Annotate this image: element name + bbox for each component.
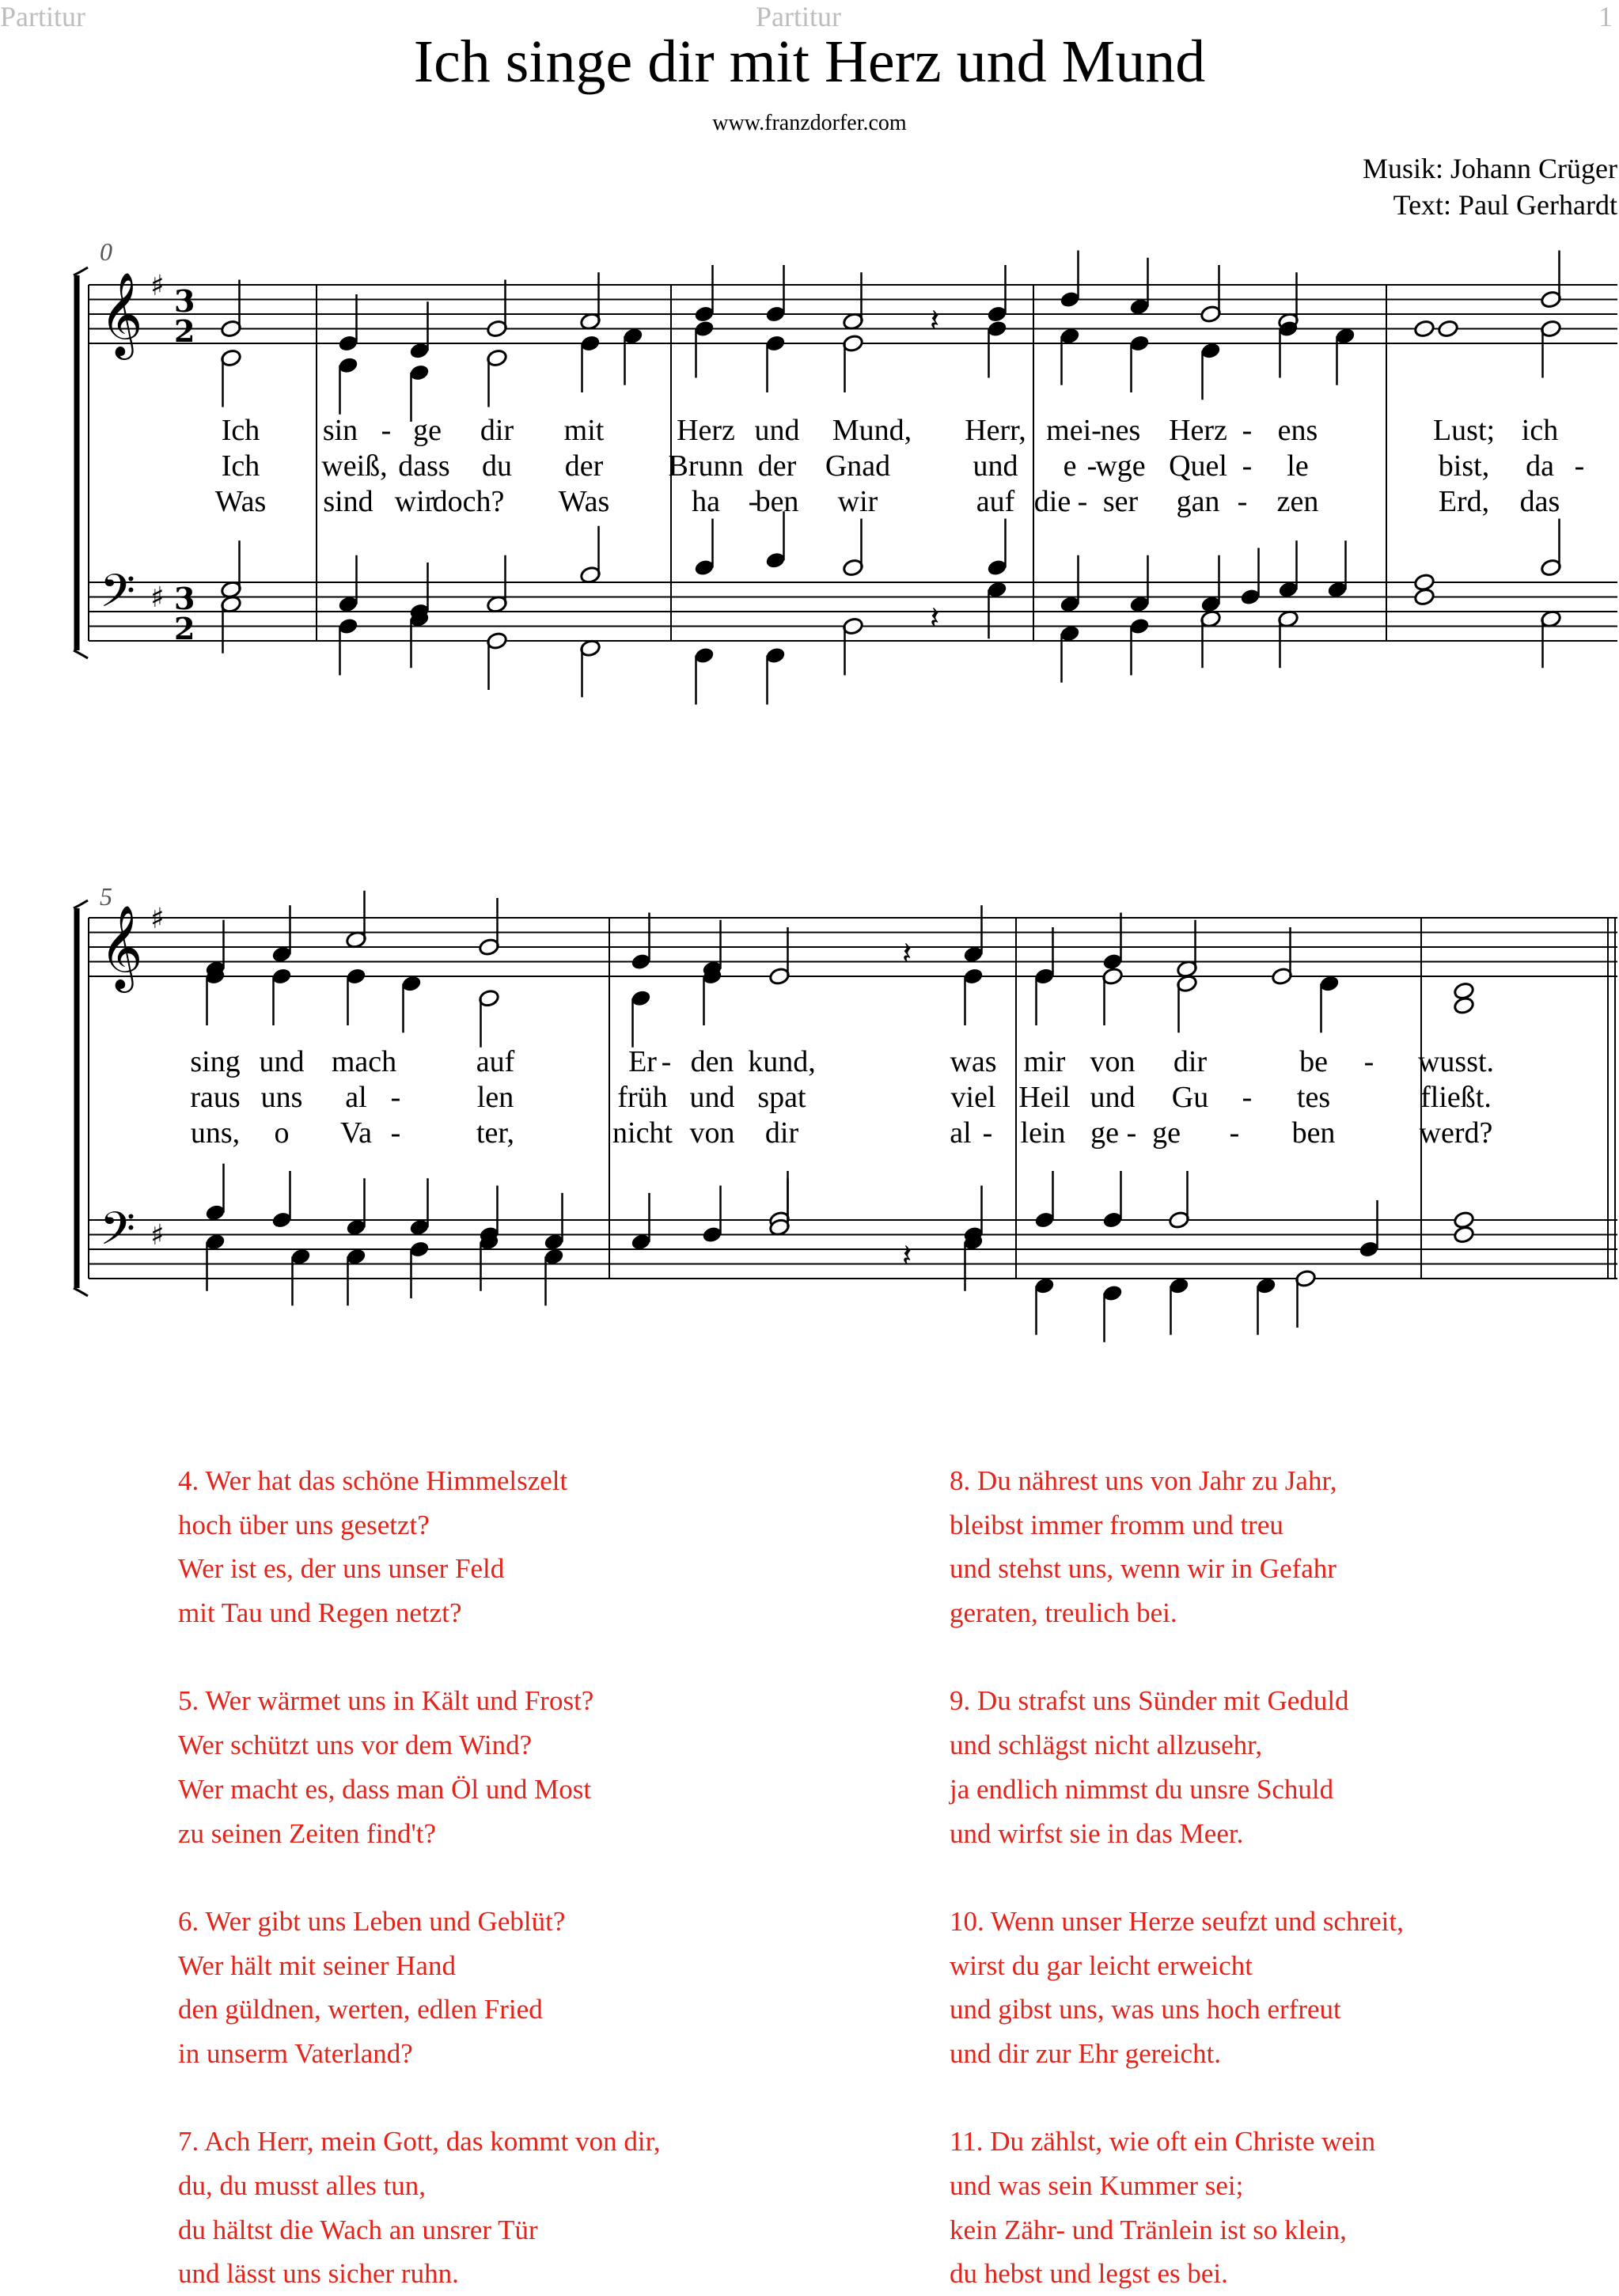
lyric-syllable: Herz (677, 414, 735, 447)
soprano-alto-note (579, 272, 601, 331)
lyric-syllable: ich (1521, 414, 1559, 447)
soprano-alto-note (345, 967, 366, 1025)
time-signature-bottom: 2 (174, 611, 195, 646)
verse-line: kein Zähr- und Tränlein ist so klein, (950, 2214, 1347, 2245)
tenor-bass-note (1277, 609, 1299, 668)
verse-line: 10. Wenn unser Herze seufzt und schreit, (950, 1905, 1404, 1937)
lyric-syllable: von (689, 1116, 735, 1150)
tenor-bass-note (701, 1186, 722, 1245)
tenor-bass-note (1168, 1171, 1189, 1229)
stanza-spacer (950, 1635, 1404, 1680)
lyric-syllable: - (1086, 449, 1098, 483)
lyric-syllable: das (1519, 485, 1560, 518)
tenor-bass-note (1453, 1226, 1474, 1245)
tenor-bass-note (1101, 1284, 1123, 1343)
soprano-alto-note (1101, 967, 1123, 1025)
lyric-syllable: kund, (748, 1045, 816, 1078)
lyric-syllable: nes (1100, 414, 1141, 447)
lyric-syllable: Lust; (1432, 414, 1496, 447)
lyric-syllable: weiß, (321, 449, 388, 483)
soprano-alto-note (478, 989, 499, 1048)
quarter-rest: 𝄽 (902, 1237, 912, 1275)
lyric-syllable: sind (323, 485, 373, 518)
tenor-bass-note (1128, 617, 1150, 676)
tenor-bass-note (962, 1233, 984, 1291)
lyric-syllable: und (1090, 1081, 1136, 1114)
soprano-alto-note (1437, 320, 1458, 339)
measure-number-system1: 0 (100, 237, 112, 266)
verse-line: und wirfst sie in das Meer. (950, 1817, 1244, 1849)
tenor-bass-note (204, 1233, 226, 1291)
verse-line: geraten, treulich bei. (950, 1597, 1177, 1629)
lyric-syllable: - (1363, 1045, 1374, 1078)
tenor-bass-note (1358, 1200, 1379, 1259)
soprano-alto-note (271, 967, 292, 1025)
lyric-syllable: früh (617, 1081, 668, 1114)
soprano-alto-note (1128, 334, 1150, 392)
bass-clef: 𝄢 (100, 1202, 136, 1267)
quarter-rest: 𝄽 (930, 302, 940, 339)
verse-line: du hältst die Wach an unsrer Tür (178, 2214, 538, 2245)
tenor-bass-note (579, 526, 601, 585)
soprano-alto-note (345, 891, 366, 949)
lyric-syllable: wusst. (1417, 1045, 1495, 1078)
lyric-syllable: sin (322, 414, 358, 447)
tenor-bass-note (1200, 555, 1221, 614)
lyric-syllable: - (1242, 1081, 1253, 1114)
soprano-alto-note (1271, 927, 1292, 986)
verses-left-column (178, 1459, 661, 2296)
tenor-bass-note (543, 1247, 564, 1305)
soprano-alto-note (1176, 974, 1197, 1032)
tenor-bass-note (693, 519, 715, 578)
bracket-hook (74, 1288, 88, 1296)
lyric-syllable: - (390, 1116, 401, 1150)
quarter-rest: 𝄽 (902, 935, 912, 972)
lyric-syllable: dir (480, 414, 514, 447)
tenor-bass-note (478, 1233, 499, 1291)
header-left-label: Partitur (0, 1, 85, 32)
tenor-bass-note (1540, 519, 1561, 578)
lyric-syllable: viel (950, 1081, 996, 1114)
lyric-syllable: uns (260, 1081, 303, 1114)
treble-clef: 𝄞 (100, 904, 143, 989)
soprano-alto-note (1540, 320, 1561, 378)
lyric-syllable: - (381, 414, 392, 447)
key-signature-sharp: ♯ (150, 1219, 165, 1252)
stanza-spacer (178, 2076, 661, 2120)
treble-clef: 𝄞 (100, 271, 143, 356)
lyric-syllable: Gnad (825, 449, 891, 483)
lyric-syllable: e (1063, 449, 1077, 483)
tenor-bass-note (1059, 555, 1080, 614)
soprano-alto-note (400, 974, 422, 1032)
lyric-syllable: sing (190, 1045, 241, 1078)
lyric-syllable: nicht (612, 1116, 673, 1150)
lyric-syllable: fließt. (1420, 1081, 1492, 1114)
bracket-hook (74, 267, 88, 275)
soprano-alto-note (1059, 327, 1080, 385)
text-credit: Text: Paul Gerhardt (1393, 189, 1617, 221)
verse-line: und gibst uns, was uns hoch erfreut (950, 1994, 1341, 2025)
lyric-syllable: dir (764, 1116, 799, 1150)
verse-line: 9. Du strafst uns Sünder mit Geduld (950, 1685, 1349, 1717)
soprano-alto-note (337, 356, 358, 415)
soprano-alto-note (764, 334, 786, 392)
tenor-bass-note (1277, 540, 1299, 599)
soprano-alto-note (337, 294, 358, 353)
tenor-bass-note (1239, 548, 1261, 607)
lyric-syllable: ben (755, 485, 799, 518)
music-credit: Musik: Johann Crüger (1363, 153, 1617, 184)
tenor-bass-note (337, 555, 358, 614)
verse-line: bleibst immer fromm und treu (950, 1509, 1283, 1540)
soprano-alto-note (630, 989, 651, 1048)
lyric-syllable: al (345, 1081, 367, 1114)
bracket-hook (74, 650, 88, 658)
lyric-syllable: und (973, 449, 1018, 483)
verse-line: 8. Du nährest uns von Jahr zu Jahr, (950, 1465, 1337, 1496)
lyric-syllable: der (757, 449, 797, 483)
lyric-syllable: wir (837, 485, 878, 518)
lyric-syllable: Gu (1171, 1081, 1209, 1114)
lyric-syllable: der (564, 449, 604, 483)
soprano-alto-note (842, 272, 863, 331)
soprano-alto-note (1101, 913, 1123, 972)
tenor-bass-note (1033, 1171, 1055, 1229)
tenor-bass-note (1413, 588, 1435, 607)
verse-line: mit Tau und Regen netzt? (178, 1597, 462, 1629)
lyric-syllable: le (1287, 449, 1309, 483)
tenor-bass-note (1059, 624, 1080, 683)
tenor-bass-note (543, 1193, 564, 1252)
soprano-alto-note (271, 905, 292, 964)
soprano-alto-note (962, 967, 984, 1025)
lyric-syllable: ge (413, 414, 442, 447)
verse-line: zu seinen Zeiten find't? (178, 1817, 437, 1849)
lyric-syllable: von (1090, 1045, 1136, 1078)
tenor-bass-note (1033, 1276, 1055, 1335)
lyric-syllable: da (1526, 449, 1554, 483)
lyric-syllable: - (390, 1081, 401, 1114)
soprano-alto-note (486, 349, 507, 407)
lyric-syllable: die (1033, 485, 1071, 518)
soprano-alto-note (1128, 258, 1150, 316)
soprano-alto-note (486, 280, 507, 339)
lyric-syllable: len (476, 1081, 514, 1114)
tenor-bass-note (220, 595, 241, 654)
tenor-bass-note (337, 617, 358, 676)
lyric-syllable: raus (190, 1081, 241, 1114)
stanza-spacer (950, 1855, 1404, 1900)
tenor-bass-note (986, 580, 1007, 638)
soprano-alto-note (220, 349, 241, 407)
lyric-syllable: - (1077, 485, 1088, 518)
verse-line: 5. Wer wärmet uns in Kält und Frost? (178, 1685, 594, 1717)
lyric-syllable: - (748, 485, 759, 518)
lyric-syllable: Heil (1018, 1081, 1071, 1114)
verse-line: und lässt uns sicher ruhn. (178, 2258, 459, 2290)
soprano-alto-note (768, 927, 790, 986)
lyric-syllable: lein (1020, 1116, 1066, 1150)
soprano-alto-note (1334, 327, 1355, 385)
soprano-alto-note (1200, 265, 1221, 324)
tenor-bass-note (986, 519, 1007, 578)
tenor-bass-note (1540, 609, 1561, 668)
soprano-alto-note (1176, 920, 1197, 979)
lyric-syllable: be (1299, 1045, 1328, 1078)
tenor-bass-note (579, 638, 601, 697)
lyric-syllable: ha (692, 485, 720, 518)
soprano-alto-note (693, 320, 715, 378)
lyric-syllable: wir (394, 485, 435, 518)
verse-line: den güldnen, werten, edlen Fried (178, 1994, 543, 2025)
lyric-syllable: - (661, 1045, 672, 1078)
lyric-syllable: auf (476, 1045, 515, 1078)
lyric-syllable: Va (339, 1116, 373, 1150)
lyric-syllable: uns, (190, 1116, 241, 1150)
tenor-bass-note (842, 617, 863, 676)
soprano-alto-note (478, 898, 499, 957)
soprano-alto-note (842, 334, 863, 392)
tenor-bass-note (842, 519, 863, 578)
lyric-syllable: ge (1090, 1116, 1119, 1150)
verse-line: und was sein Kummer sei; (950, 2170, 1244, 2201)
verse-line: du, du musst alles tun, (178, 2170, 427, 2201)
soprano-alto-note (1453, 996, 1474, 1015)
tenor-bass-note (764, 511, 786, 570)
lyric-syllable: zen (1276, 485, 1319, 518)
verse-line: wirst du gar leicht erweicht (950, 1949, 1253, 1981)
verse-line: Wer schützt uns vor dem Wind? (178, 1730, 533, 1761)
quarter-rest: 𝄽 (930, 600, 940, 637)
time-signature-bottom: 2 (174, 313, 195, 349)
lyric-syllable: mir (1023, 1045, 1066, 1078)
soprano-alto-note (986, 320, 1007, 378)
page-number: 1 (1598, 1, 1613, 32)
lyric-syllable: und (259, 1045, 305, 1078)
measure-number-system2: 5 (100, 882, 112, 911)
header-center-label: Partitur (756, 1, 841, 32)
bracket-hook (74, 900, 88, 908)
tenor-bass-note (1255, 1276, 1276, 1335)
verse-line: und dir zur Ehr gereicht. (950, 2037, 1222, 2069)
lyric-syllable: ben (1291, 1116, 1336, 1150)
tenor-bass-note (693, 646, 715, 705)
lyric-syllable: Erd, (1438, 485, 1490, 518)
verse-line: du hebst und legst es bei. (950, 2258, 1228, 2290)
lyric-syllable: und (689, 1081, 735, 1114)
soprano-alto-note (962, 905, 984, 964)
lyric-syllable: ter, (476, 1116, 515, 1150)
lyric-syllable: al (950, 1116, 972, 1150)
soprano-alto-note (1277, 320, 1299, 378)
verse-line: und stehst uns, wenn wir in Gefahr (950, 1553, 1337, 1585)
tenor-bass-note (764, 646, 786, 705)
lyric-syllable: werd? (1419, 1116, 1493, 1150)
lyric-syllable: - (1574, 449, 1585, 483)
lyric-syllable: Mund, (832, 414, 912, 447)
lyric-syllable: Was (558, 485, 610, 518)
lyric-syllable: - (1229, 1116, 1240, 1150)
lyric-syllable: Brunn (668, 449, 744, 483)
lyric-syllable: und (754, 414, 800, 447)
lyric-syllable: auf (976, 485, 1015, 518)
lyric-syllable: - (1242, 449, 1253, 483)
tenor-bass-note (1200, 609, 1221, 668)
lyric-syllable: gan (1176, 485, 1220, 518)
soprano-alto-note (764, 265, 786, 324)
soprano-alto-note (1059, 251, 1080, 309)
verse-line: Wer macht es, dass man Öl und Most (178, 1773, 592, 1805)
tenor-bass-note (486, 555, 507, 614)
key-signature-sharp: ♯ (150, 270, 165, 302)
lyric-syllable: mit (563, 414, 605, 447)
time-signature-top: 3 (174, 581, 195, 616)
lyric-syllable: Herz (1169, 414, 1227, 447)
lyric-syllable: wge (1095, 449, 1146, 483)
soprano-alto-note (1318, 974, 1340, 1032)
website-link[interactable]: www.franzdorfer.com (712, 111, 907, 135)
soprano-alto-note (693, 265, 715, 324)
tenor-bass-note (290, 1247, 311, 1305)
tenor-bass-note (1128, 555, 1150, 614)
soprano-alto-note (622, 327, 643, 385)
verse-line: 11. Du zählst, wie oft ein Christe wein (950, 2126, 1376, 2158)
tenor-bass-note (271, 1171, 292, 1229)
stanza-spacer (178, 1855, 661, 1900)
lyric-syllable: spat (757, 1081, 806, 1114)
tenor-bass-note (1326, 540, 1348, 599)
soprano-alto-note (701, 967, 722, 1025)
soprano-alto-note (1200, 341, 1221, 400)
tenor-bass-note (1168, 1276, 1189, 1335)
verse-line: 7. Ach Herr, mein Gott, das kommt von dir, (178, 2126, 661, 2158)
tenor-bass-note (1295, 1269, 1316, 1328)
lyric-syllable: dir (1173, 1045, 1208, 1078)
lyric-syllable: tes (1296, 1081, 1331, 1114)
tenor-bass-note (408, 1240, 430, 1298)
page-title: Ich singe dir mit Herz und Mund (413, 28, 1206, 95)
tenor-bass-note (204, 1164, 226, 1222)
lyric-syllable: Quel (1169, 449, 1227, 483)
stanza-spacer (950, 2076, 1404, 2120)
lyric-syllable: - (982, 1116, 993, 1150)
tenor-bass-note (345, 1178, 366, 1237)
lyric-syllable: du (482, 449, 512, 483)
verses-right-column (950, 1459, 1404, 2296)
lyric-syllable: Was (214, 485, 267, 518)
key-signature-sharp: ♯ (150, 903, 165, 935)
lyric-syllable: Er (628, 1045, 657, 1078)
lyric-syllable: - (1126, 1116, 1137, 1150)
verse-line: hoch über uns gesetzt? (178, 1509, 430, 1540)
lyric-syllable: mach (331, 1045, 397, 1078)
lyric-syllable: Ich (221, 414, 260, 447)
bass-clef: 𝄢 (100, 564, 136, 629)
tenor-bass-note (1101, 1171, 1123, 1229)
lyric-syllable: was (950, 1045, 997, 1078)
soprano-alto-note (1540, 251, 1561, 309)
lyric-syllable: bist, (1438, 449, 1490, 483)
verse-line: in unserm Vaterland? (178, 2037, 413, 2069)
tenor-bass-note (345, 1247, 366, 1305)
verse-line: und schlägst nicht allzusehr, (950, 1730, 1263, 1761)
lyric-syllable: doch? (432, 485, 505, 518)
verse-line: Wer ist es, der uns unser Feld (178, 1553, 505, 1585)
verse-line: 4. Wer hat das schöne Himmelszelt (178, 1465, 568, 1496)
lyric-syllable: - (1237, 485, 1248, 518)
lyric-syllable: ser (1102, 485, 1139, 518)
lyric-syllable: dass (398, 449, 450, 483)
key-signature-sharp: ♯ (150, 582, 165, 614)
lyric-syllable: Herr, (965, 414, 1026, 447)
soprano-alto-note (408, 301, 430, 360)
soprano-alto-note (220, 280, 241, 339)
lyric-syllable: mei- (1046, 414, 1101, 447)
tenor-bass-note (768, 1178, 790, 1237)
tenor-bass-note (486, 631, 507, 690)
verse-line: Wer hält mit seiner Hand (178, 1949, 456, 1981)
lyric-syllable: ens (1277, 414, 1318, 447)
tenor-bass-note (408, 1178, 430, 1237)
lyric-syllable: - (1242, 414, 1253, 447)
lyric-syllable: o (274, 1116, 290, 1150)
soprano-alto-note (579, 334, 601, 392)
tenor-bass-note (408, 609, 430, 668)
time-signature-top: 3 (174, 283, 195, 319)
lyric-syllable: den (690, 1045, 734, 1078)
tenor-bass-note (220, 540, 241, 599)
stanza-spacer (178, 1635, 661, 1680)
soprano-alto-note (630, 913, 651, 972)
soprano-alto-note (1033, 967, 1055, 1025)
soprano-alto-note (204, 967, 226, 1025)
soprano-alto-note (1413, 320, 1435, 339)
soprano-alto-note (986, 265, 1007, 324)
lyric-syllable: ge (1152, 1116, 1181, 1150)
verse-line: 6. Wer gibt uns Leben und Geblüt? (178, 1905, 566, 1937)
lyric-syllable: Ich (221, 449, 260, 483)
verse-line: ja endlich nimmst du unsre Schuld (950, 1773, 1334, 1805)
tenor-bass-note (630, 1193, 651, 1252)
